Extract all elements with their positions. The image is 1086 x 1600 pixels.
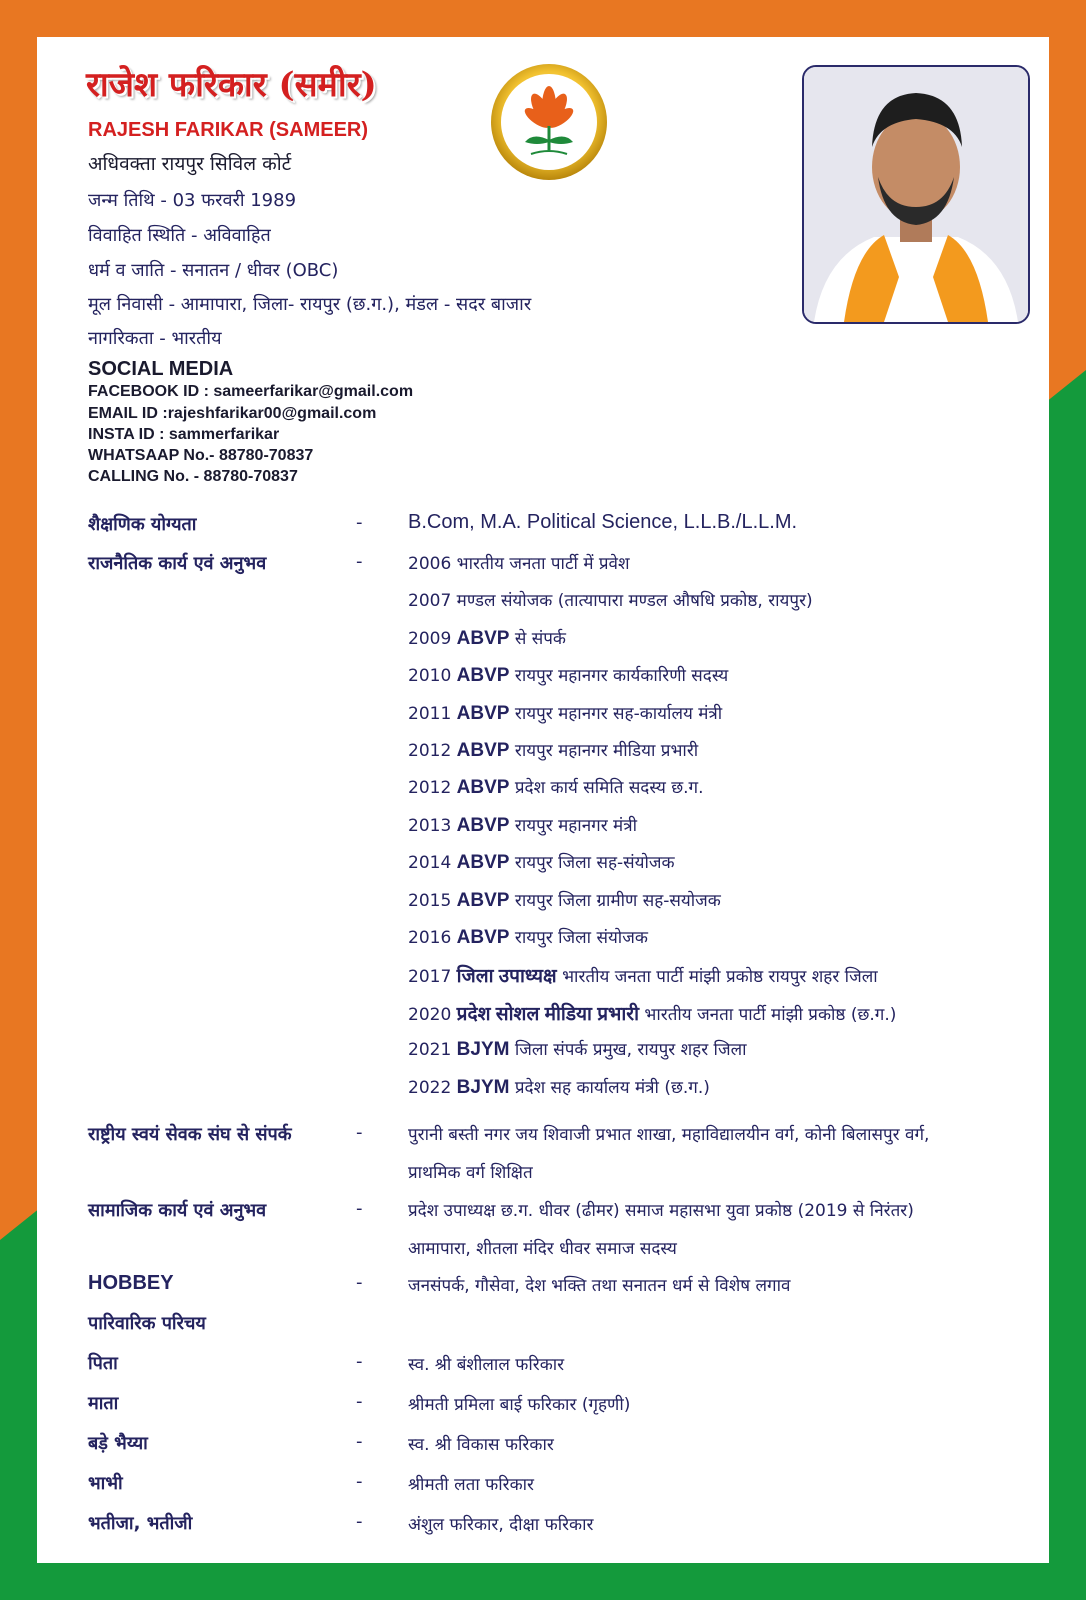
family-label-nephew-niece: भतीजा, भतीजी xyxy=(88,1513,193,1534)
political-entry xyxy=(408,888,721,912)
profile-photo xyxy=(802,65,1030,324)
political-entry-year: 2020 xyxy=(408,1005,452,1025)
political-entry-org: ABVP xyxy=(456,740,510,761)
marital-status-line: विवाहित स्थिति - अविवाहित xyxy=(88,225,271,246)
political-entry-org: ABVP xyxy=(456,665,510,686)
political-entry-text: रायपुर जिला सह-संयोजक xyxy=(514,853,675,873)
political-entry-year: 2016 xyxy=(408,928,452,948)
rss-label: राष्ट्रीय स्वयं सेवक संघ से संपर्क xyxy=(88,1124,292,1145)
political-entry-text: से संपर्क xyxy=(514,629,566,649)
religion-caste-line: धर्म व जाति - सनातन / धीवर (OBC) xyxy=(88,260,339,281)
native-place-line: मूल निवासी - आमापारा, जिला- रायपुर (छ.ग.), मंडल - सदर बाजार xyxy=(88,294,532,315)
political-label: राजनैतिक कार्य एवं अनुभव xyxy=(88,553,267,574)
political-entry-year: 2011 xyxy=(408,704,452,724)
lotus-logo-icon xyxy=(489,62,609,182)
political-entry-year: 2009 xyxy=(408,629,452,649)
political-entry-year: 2013 xyxy=(408,816,452,836)
political-entry-org: ABVP xyxy=(456,852,510,873)
political-entry-text: भारतीय जनता पार्टी में प्रवेश xyxy=(456,554,630,574)
political-entry-text: मण्डल संयोजक (तात्यापारा मण्डल औषधि प्रकोष्ठ, रायपुर) xyxy=(456,591,813,611)
political-entry-year: 2010 xyxy=(408,666,452,686)
name-english: RAJESH FARIKAR (SAMEER) xyxy=(88,119,369,141)
political-entry xyxy=(408,850,675,874)
family-value-nephew-niece: अंशुल फरिकार, दीक्षा फरिकार xyxy=(408,1515,594,1535)
family-dash-father: - xyxy=(356,1351,363,1372)
family-title: पारिवारिक परिचय xyxy=(88,1313,206,1334)
family-value-elder-brother: स्व. श्री विकास फरिकार xyxy=(408,1435,554,1455)
political-entry xyxy=(408,813,637,837)
political-entry xyxy=(408,1075,710,1099)
political-entry-text: भारतीय जनता पार्टी मांझी प्रकोष्ठ रायपुर शहर जिला xyxy=(562,967,878,987)
social-work-label: सामाजिक कार्य एवं अनुभव xyxy=(88,1200,267,1221)
political-entry xyxy=(408,775,704,799)
social-work-dash: - xyxy=(356,1198,363,1219)
political-entry xyxy=(408,551,630,574)
family-dash-mother: - xyxy=(356,1391,363,1412)
facebook-id: FACEBOOK ID : sameerfarikar@gmail.com xyxy=(88,383,414,400)
political-entry xyxy=(408,1037,747,1061)
political-entry xyxy=(408,626,566,650)
insta-id: INSTA ID : sammerfarikar xyxy=(88,426,280,443)
whatsapp-number: WHATSAAP No.- 88780-70837 xyxy=(88,447,314,464)
family-label-sister-in-law: भाभी xyxy=(88,1473,123,1494)
political-entry-year: 2021 xyxy=(408,1040,452,1060)
citizenship-line: नागरिकता - भारतीय xyxy=(88,328,222,349)
profession: अधिवक्ता रायपुर सिविल कोर्ट xyxy=(88,153,292,175)
political-entry-text: प्रदेश सह कार्यालय मंत्री (छ.ग.) xyxy=(514,1078,710,1098)
political-entry xyxy=(408,588,813,611)
family-label-elder-brother: बड़े भैय्या xyxy=(88,1433,148,1454)
political-entry-text: भारतीय जनता पार्टी मांझी प्रकोष्ठ (छ.ग.) xyxy=(644,1005,897,1025)
political-entry xyxy=(408,738,698,762)
family-dash-sister-in-law: - xyxy=(356,1471,363,1492)
name-hindi-title: राजेश फरिकार (समीर) xyxy=(86,65,377,105)
political-entry-org: प्रदेश सोशल मीडिया प्रभारी xyxy=(456,1004,639,1025)
rss-line-1: पुरानी बस्ती नगर जय शिवाजी प्रभात शाखा, महाविद्यालयीन वर्ग, कोनी बिलासपुर वर्ग, xyxy=(408,1125,930,1145)
rss-line-2: प्राथमिक वर्ग शिक्षित xyxy=(408,1163,533,1183)
political-entry-text: रायपुर महानगर कार्यकारिणी सदस्य xyxy=(514,666,729,686)
political-entry-text: रायपुर महानगर सह-कार्यालय मंत्री xyxy=(514,704,723,724)
political-entry-org: ABVP xyxy=(456,890,510,911)
political-entry-text: प्रदेश कार्य समिति सदस्य छ.ग. xyxy=(514,778,704,798)
political-entry-text: जिला संपर्क प्रमुख, रायपुर शहर जिला xyxy=(514,1040,747,1060)
political-entry-text: रायपुर जिला ग्रामीण सह-सयोजक xyxy=(514,891,721,911)
political-entry-year: 2015 xyxy=(408,891,452,911)
rss-dash: - xyxy=(356,1122,363,1143)
hobby-dash: - xyxy=(356,1272,363,1293)
family-dash-elder-brother: - xyxy=(356,1431,363,1452)
political-entry-org: ABVP xyxy=(456,777,510,798)
political-entry xyxy=(408,663,728,687)
political-entry-text: रायपुर महानगर मीडिया प्रभारी xyxy=(514,741,699,761)
family-dash-nephew-niece: - xyxy=(356,1511,363,1532)
political-entry-org: ABVP xyxy=(456,628,510,649)
calling-number: CALLING No. - 88780-70837 xyxy=(88,468,298,485)
political-entry xyxy=(408,962,878,988)
political-entry-year: 2022 xyxy=(408,1078,452,1098)
social-media-title: SOCIAL MEDIA xyxy=(88,358,234,380)
family-label-father: पिता xyxy=(88,1353,118,1374)
hobby-value: जनसंपर्क, गौसेवा, देश भक्ति तथा सनातन धर्म से विशेष लगाव xyxy=(408,1276,791,1296)
political-entry-year: 2012 xyxy=(408,778,452,798)
education-dash: - xyxy=(356,512,363,533)
email-id: EMAIL ID :rajeshfarikar00@gmail.com xyxy=(88,405,377,422)
family-label-mother: माता xyxy=(88,1393,119,1414)
political-entry-org: ABVP xyxy=(456,927,510,948)
political-dash: - xyxy=(356,551,363,572)
dob-line: जन्म तिथि - 03 फरवरी 1989 xyxy=(88,190,297,211)
political-entry-year: 2017 xyxy=(408,967,452,987)
education-value: B.Com, M.A. Political Science, L.L.B./L.L.M. xyxy=(408,511,798,533)
family-value-mother: श्रीमती प्रमिला बाई फरिकार (गृहणी) xyxy=(408,1395,631,1415)
family-value-sister-in-law: श्रीमती लता फरिकार xyxy=(408,1475,534,1495)
political-entry-year: 2014 xyxy=(408,853,452,873)
political-entry-year: 2012 xyxy=(408,741,452,761)
political-entry-year: 2006 xyxy=(408,554,452,574)
political-entry-org: BJYM xyxy=(456,1077,510,1098)
political-entry-org: ABVP xyxy=(456,815,510,836)
political-entry-org: जिला उपाध्यक्ष xyxy=(456,966,557,987)
political-entry-text: रायपुर जिला संयोजक xyxy=(514,928,648,948)
political-entry xyxy=(408,1000,896,1026)
social-work-line-2: आमापारा, शीतला मंदिर धीवर समाज सदस्य xyxy=(408,1239,677,1259)
education-label: शैक्षणिक योग्यता xyxy=(88,514,197,535)
political-entry xyxy=(408,701,722,725)
family-value-father: स्व. श्री बंशीलाल फरिकार xyxy=(408,1355,565,1375)
social-work-line-1: प्रदेश उपाध्यक्ष छ.ग. धीवर (ढीमर) समाज महासभा युवा प्रकोष्ठ (2019 से निरंतर) xyxy=(408,1201,914,1221)
political-entry-text: रायपुर महानगर मंत्री xyxy=(514,816,638,836)
political-entry xyxy=(408,925,648,949)
political-entry-year: 2007 xyxy=(408,591,452,611)
political-entry-org: BJYM xyxy=(456,1039,510,1060)
political-entry-org: ABVP xyxy=(456,703,510,724)
hobby-label: HOBBEY xyxy=(88,1272,174,1294)
